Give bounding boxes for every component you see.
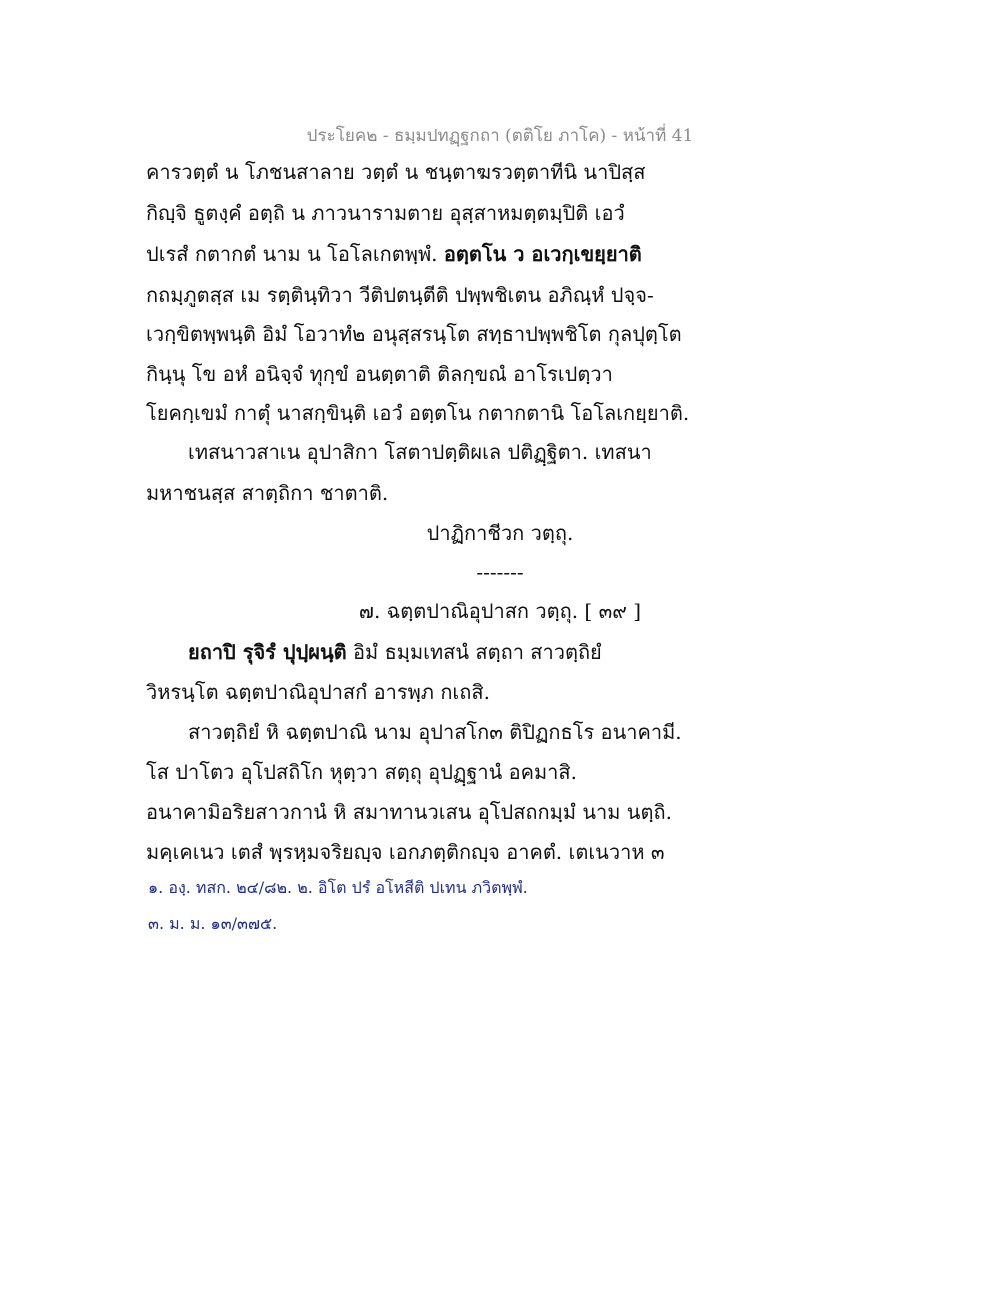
story-end-title: ปาฏิกาชีวก วตฺถุ. [426, 521, 574, 545]
text-line [188, 640, 868, 664]
text-line: คารวตฺตํ น โภชนสาลาย วตฺตํ น ชนฺตาฆรวตฺตาทีนิ นาปิสฺส [146, 160, 646, 184]
text-line: มหาชนสฺส สาตฺถิกา ชาตาติ. [146, 481, 389, 505]
text-line [146, 242, 866, 266]
text-line: มคฺเคเนว เตสํ พฺรหฺมจริยญฺจ เอกภตฺติกญฺจ อาคตํ. เตเนวาห ๓ [146, 840, 665, 864]
text-line: อนาคามิอริยสาวกานํ หิ สมาทานวเสน อุโปสถกมฺมํ นาม นตฺถิ. [146, 800, 672, 824]
text-line: โส ปาโตว อุโปสถิโก หุตฺวา สตฺถุ อุปฏฺฐานํ อคมาสิ. [146, 760, 577, 784]
footnote: ๓. ม. ม. ๑๓/๓๗๕. [148, 914, 278, 933]
text-line: โยคกฺเขมํ กาตุํ นาสกฺขินฺติ เอวํ อตฺตโน กตากตานิ โอโลเกยฺยาติ. [146, 401, 690, 425]
text-segment: อิมํ ธมฺมเทสนํ สตฺถา สาวตฺถิยํ [346, 640, 602, 664]
text-line: กิญฺจิ ธูตงฺคํ อตฺถิ น ภาวนารามตาย อุสฺสาหมตฺตมฺปิติ เอวํ [146, 201, 625, 225]
text-line: วิหรนฺโต ฉตฺตปาณิอุปาสกํ อารพฺภ กเถสิ. [146, 680, 490, 704]
separator: ------- [476, 560, 524, 584]
section-title: ๗. ฉตฺตปาณิอุปาสก วตฺถุ. [ ๓๙ ] [358, 599, 642, 623]
text-line: เวกฺขิตพฺพนฺติ อิมํ โอวาทํ๒ อนุสฺสรนฺโต สทฺธาปพฺพชิโต กุลปุตฺโต [146, 322, 682, 346]
text-segment: ปเรสํ กตากตํ นาม น โอโลเกตพฺพํ. [146, 242, 438, 266]
text-line: กถมฺภูตสฺส เม รตฺตินฺทิวา วีติปตนฺตีติ ปพฺพชิเตน อภิณฺหํ ปจฺจ- [146, 283, 654, 307]
text-line: กินฺนุ โข อหํ อนิจฺจํ ทุกฺขํ อนตฺตาติ ติลกฺขณํ อาโรเปตฺวา [146, 362, 613, 386]
text-line: สาวตฺถิยํ หิ ฉตฺตปาณิ นาม อุปาสโก๓ ติปิฏกธโร อนาคามี. [188, 720, 682, 744]
bold-phrase: อตฺตโน ว อเวกฺเขยฺยาติ [443, 242, 642, 266]
footnote: ๑. องฺ. ทสก. ๒๔/๘๒. ๒. อิโต ปรํ อโหสีติ ปเทน ภวิตพฺพํ. [148, 878, 528, 897]
page-header: ประโยค๒ - ธมฺมปทฏฺฐกถา (ตติโย ภาโค) - หน้าที่ 41 [306, 126, 694, 146]
text-line: เทสนาวสาเน อุปาสิกา โสตาปตฺติผเล ปติฏฺฐิตา. เทสนา [188, 440, 652, 464]
verse-phrase: ยถาปิ รุจิรํ ปุปฺผนฺติ [188, 640, 347, 664]
